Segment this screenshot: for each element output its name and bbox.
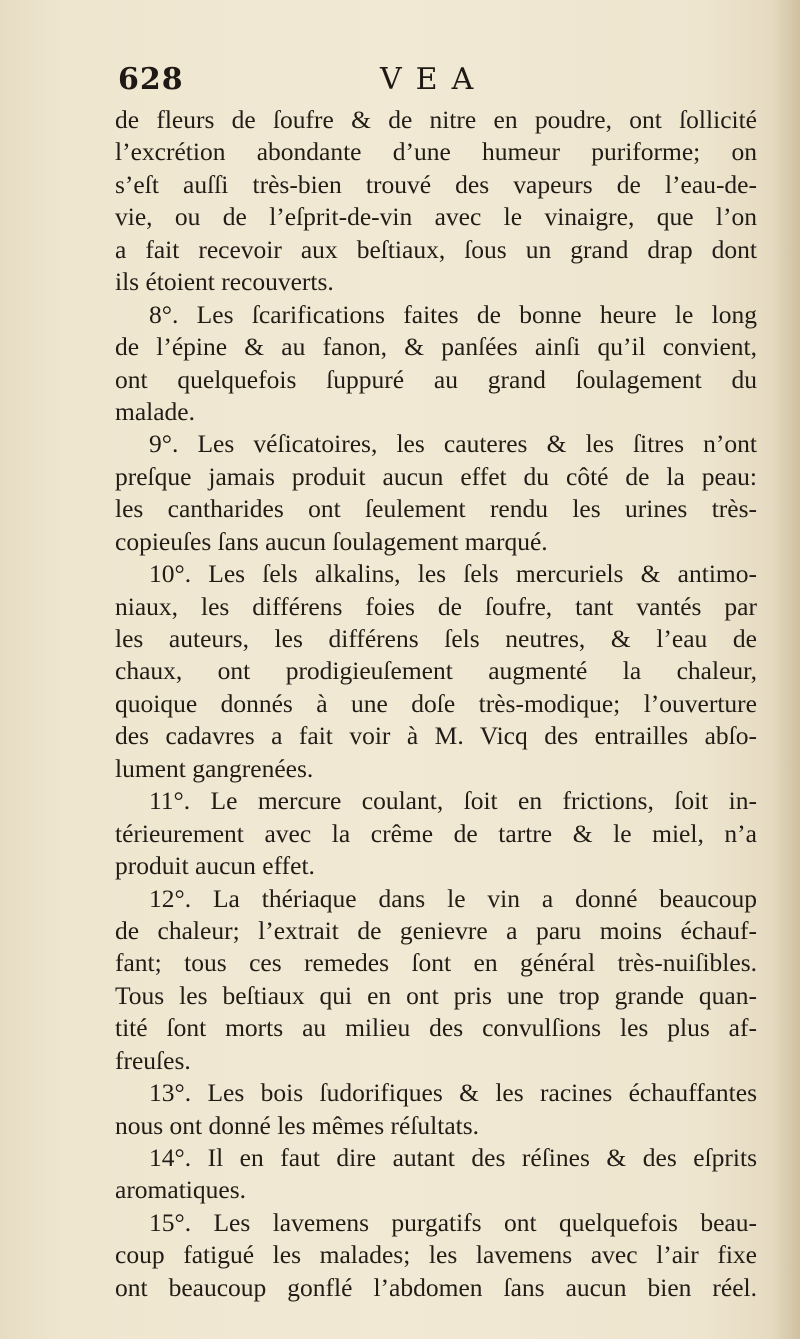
text-line: 12°. La thériaque dans le vin a donné beaucoup	[149, 883, 757, 913]
text-line: ils étoient recouverts.	[115, 267, 334, 297]
text-line: térieurement avec la crême de tartre & le miel, n’a	[115, 818, 757, 848]
text-line: freuſes.	[115, 1045, 191, 1075]
text-line: 14°. Il en faut dire autant des réſines & des eſprits	[149, 1143, 757, 1172]
text-line: les auteurs, les différens ſels neutres, & l’eau de	[115, 624, 757, 653]
text-line: 13°. Les bois ſudorifiques & les racines échauffantes	[149, 1078, 757, 1108]
text-line: de chaleur; l’extrait de genievre a paru moins échauf-	[115, 915, 757, 945]
text-line: chaux, ont prodigieuſement augmenté la chaleur,	[115, 656, 757, 686]
text-line: fant; tous ces remedes ſont en général très-nuiſibles.	[115, 948, 757, 978]
text-line: niaux, les différens foies de ſoufre, tant vantés par	[115, 591, 757, 621]
text-line: coup fatigué les malades; les lavemens avec l’air fixe	[115, 1240, 757, 1270]
text-line: l’excrétion abondante d’une humeur puriforme; on	[115, 137, 757, 167]
page-edge-shadow	[772, 0, 800, 1339]
text-line: vie, ou de l’eſprit-de-vin avec le vinaigre, que l’on	[115, 202, 757, 232]
page-number: 628	[118, 62, 184, 97]
text-line: preſque jamais produit aucun effet du côté de la peau:	[115, 461, 757, 491]
text-line: nous ont donné les mêmes réſultats.	[115, 1110, 480, 1140]
text-line: de fleurs de ſoufre & de nitre en poudre, ont ſollicité	[115, 105, 757, 134]
text-line: produit aucun effet.	[115, 851, 315, 881]
text-line: 11°. Le mercure coulant, ſoit en frictions, ſoit in-	[149, 786, 757, 816]
running-head: VEA	[380, 62, 488, 97]
text-line: a fait recevoir aux beſtiaux, ſous un grand drap dont	[115, 234, 757, 264]
text-line: 15°. Les lavemens purgatifs ont quelquefois beau-	[149, 1207, 757, 1237]
page-header	[118, 62, 758, 102]
text-line: 9°. Les véſicatoires, les cauteres & les ſitres n’ont	[149, 429, 757, 459]
text-line: les cantharides ont ſeulement rendu les urines très-	[115, 494, 757, 524]
text-line: ont beaucoup gonflé l’abdomen ſans aucun bien réel.	[115, 1272, 757, 1302]
text-line: quoique donnés à une doſe très-modique; l’ouverture	[115, 688, 757, 718]
text-line: des cadavres a fait voir à M. Vicq des entrailles abſo-	[115, 721, 757, 751]
text-line: de l’épine & au fanon, & panſées ainſi qu’il convient,	[115, 332, 757, 362]
text-line: 8°. Les ſcarifications faites de bonne heure le long	[149, 299, 757, 329]
text-line: malade.	[115, 396, 195, 426]
text-line: tité ſont morts au milieu des convulſions les plus af-	[115, 1013, 757, 1043]
text-line: copieuſes ſans aucun ſoulagement marqué.	[115, 526, 548, 556]
text-line: ont quelquefois ſuppuré au grand ſoulagement du	[115, 364, 757, 394]
body-text	[115, 104, 757, 1304]
text-line: aromatiques.	[115, 1175, 246, 1205]
text-line: 10°. Les ſels alkalins, les ſels mercuriels & antimo-	[149, 559, 757, 589]
text-line: lument gangrenées.	[115, 753, 314, 783]
text-line: Tous les beſtiaux qui en ont pris une trop grande quan-	[115, 980, 757, 1010]
text-line: s’eſt auſſi très-bien trouvé des vapeurs de l’eau-de-	[115, 169, 757, 199]
